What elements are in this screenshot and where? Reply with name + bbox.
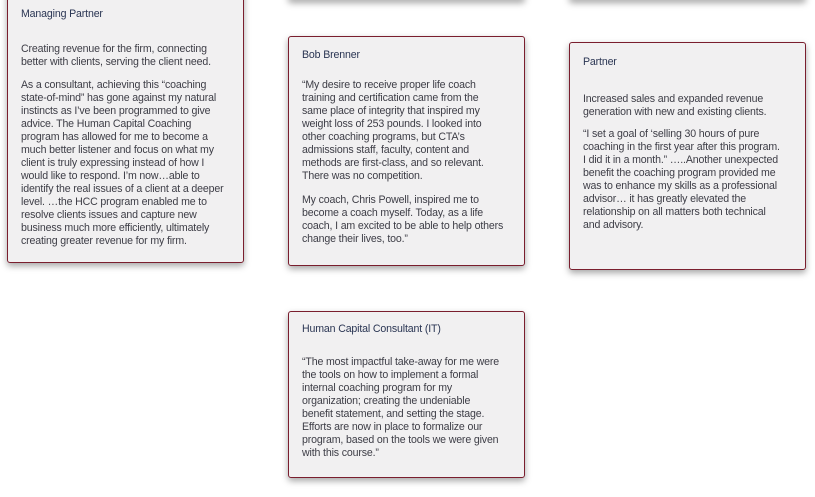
testimonial-quote: “I set a goal of ‘selling 30 hours of pure coaching in the first year after this program. I did it in a month.” …..Another unexpected benefit the coaching program provided me was to enhance my skills as a professional advisor… it has greatly elevated the relationship on all matters both technical and advisory. [583, 128, 780, 231]
testimonial-card-managing-partner [7, 0, 244, 263]
testimonial-quote: “The most impactful take-away for me were the tools on how to implement a formal internal coaching program for my organization; creating the undeniable benefit statement, and setting the stage. Efforts are now in place to formalize our program, based on the tools we were given with this course.” [302, 356, 499, 459]
testimonial-quote: As a consultant, achieving this “coaching state-of-mind” has gone against my natural instincts as I’ve been programmed to give advice. The Human Capital Coaching program has allowed for me to become a much better listener and focus on what my client is truly expressing instead of how I would like to respond. I’m now…able to identify the real issues of a client at a deeper level. …the HCC program enabled me to resolve clients issues and capture new business much more efficiently, ultimately creating greater revenue for my firm. [21, 79, 224, 247]
testimonial-card-bob-brenner [288, 36, 525, 266]
testimonial-card-human-capital-consultant [288, 311, 525, 478]
testimonial-summary: Increased sales and expanded revenue generation with new and existing clients. [583, 93, 767, 118]
testimonial-quote-continued: My coach, Chris Powell, inspired me to become a coach myself. Today, as a life coach, I am excited to be able to help others change their lives, too.” [302, 194, 504, 245]
testimonial-summary: Creating revenue for the firm, connecting better with clients, serving the client need. [21, 43, 211, 68]
testimonial-name: Partner [583, 56, 617, 68]
testimonial-name: Bob Brenner [302, 49, 360, 61]
testimonial-card-partner [569, 42, 806, 270]
testimonial-name: Human Capital Consultant (IT) [302, 323, 441, 335]
testimonial-name: Managing Partner [21, 8, 103, 20]
testimonial-quote: “My desire to receive proper life coach training and certification came from the same place of integrity that inspired my weight loss of 253 pounds. I looked into other coaching programs, but CTA’s admissions staff, faculty, content and methods are first-class, and so relevant. There was no competition. [302, 79, 484, 182]
